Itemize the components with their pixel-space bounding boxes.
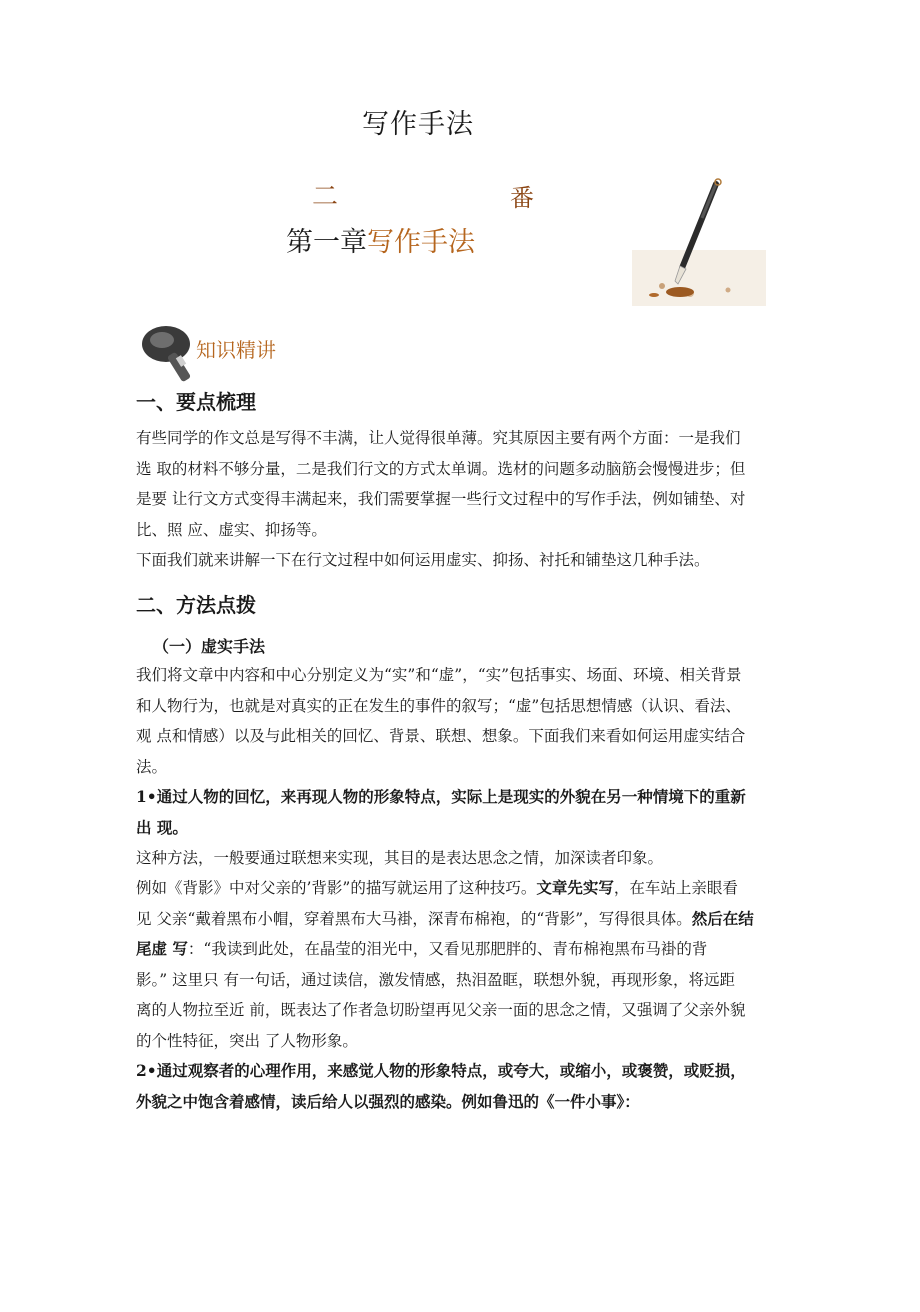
document-title: 写作手法 [362, 109, 474, 140]
calligraphy-brush-icon [632, 178, 766, 306]
text-run: 见 父亲“戴着黑布小帽，穿着黑布大马褂，深青布棉袍，的“背影”，写得很具体。 [136, 909, 692, 928]
text-line: 我们将文章中内容和中心分别定义为“实”和“虚”，“实”包括事实、场面、环境、相关背景 [136, 666, 742, 684]
paragraph [136, 843, 796, 874]
text-line: 选 取的材料不够分量，二是我们行文的方式太单调。选材的问题多动脑筋会慢慢进步；但 [136, 459, 746, 478]
text-line: 有些同学的作文总是写得不丰满，让人觉得很单薄。究其原因主要有两个方面：一是我们 [136, 429, 741, 447]
text-line: 出 现。 [136, 817, 188, 837]
text-line: 法。 [136, 757, 168, 776]
text-line [136, 934, 796, 965]
section-heading: 二、方法点拨 [136, 593, 256, 617]
text-line: 是要 让行文方式变得丰满起来，我们需要掌握一些行文过程中的写作手法，例如铺垫、对 [136, 490, 746, 508]
text-line: 观 点和情感）以及与此相关的回忆、背景、联想、想象。下面我们来看如何运用虚实结合 [136, 727, 746, 745]
decorative-character: 二 [312, 182, 339, 212]
bold-run: 文章先实写 [536, 878, 614, 897]
text-run: 例如《背影》中对父亲的’背影”的描写就运用了这种技巧。 [136, 879, 537, 897]
text-line: 1•通过人物的回忆，来再现人物的形象特点，实际上是现实的外貌在另一种情境下的重新 [136, 787, 746, 806]
text-line: 2•通过观察者的心理作用，来感觉人物的形象特点，或夸大，或缩小，或褒赞，或贬损， [136, 1061, 746, 1080]
section-heading: 一、要点梳理 [136, 390, 256, 414]
text-line: 下面我们就来讲解一下在行文过程中如何运用虚实、抑扬、衬托和铺垫这几种手法。 [136, 551, 710, 569]
text-line: 和人物行为，也就是对真实的正在发生的事件的叙写；“虚”包括思想情感（认识、看法、 [136, 696, 741, 715]
text-line: 这种方法，一般要通过联想来实现，其目的是表达思念之情，加深读者印象。 [136, 849, 664, 867]
chapter-number: 第一章 [286, 227, 367, 258]
bold-run: 尾虚 写 [136, 939, 188, 958]
chapter-name: 写作手法 [367, 227, 475, 258]
text-line [136, 904, 796, 935]
bold-run: 然后在结 [691, 908, 754, 928]
point-title [136, 782, 796, 843]
text-run: ，在车站上亲眼看 [613, 879, 738, 897]
chapter-title [286, 220, 475, 259]
decorative-character: 番 [510, 184, 534, 212]
text-line [136, 873, 796, 904]
text-line: 的个性特征，突出 了人物形象。 [136, 1031, 358, 1050]
section-label: 知识精讲 [196, 338, 276, 362]
paragraph [136, 545, 796, 576]
magnifier-icon [138, 322, 198, 384]
paragraph [136, 660, 796, 782]
paragraph [136, 423, 796, 545]
text-line: 比、照 应、虚实、抑扬等。 [136, 520, 327, 539]
point-title [136, 1056, 796, 1117]
text-line: 外貌之中饱含着感情，读后给人以强烈的感染。例如鲁迅的《一件小事》： [136, 1091, 640, 1111]
text-run: ：“我读到此处，在晶莹的泪光中，又看见那肥胖的、青布棉袍黑布马褂的背 [187, 940, 708, 958]
subsection-heading: （一）虚实手法 [153, 637, 266, 656]
text-line: 影。” 这里只 有一句话，通过读信，激发情感，热泪盈眶，联想外貌，再现形象，将远距 [136, 970, 736, 989]
example-paragraph [136, 873, 796, 1056]
text-line: 离的人物拉至近 前，既表达了作者急切盼望再见父亲一面的思念之情，又强调了父亲外貌 [136, 1001, 746, 1019]
